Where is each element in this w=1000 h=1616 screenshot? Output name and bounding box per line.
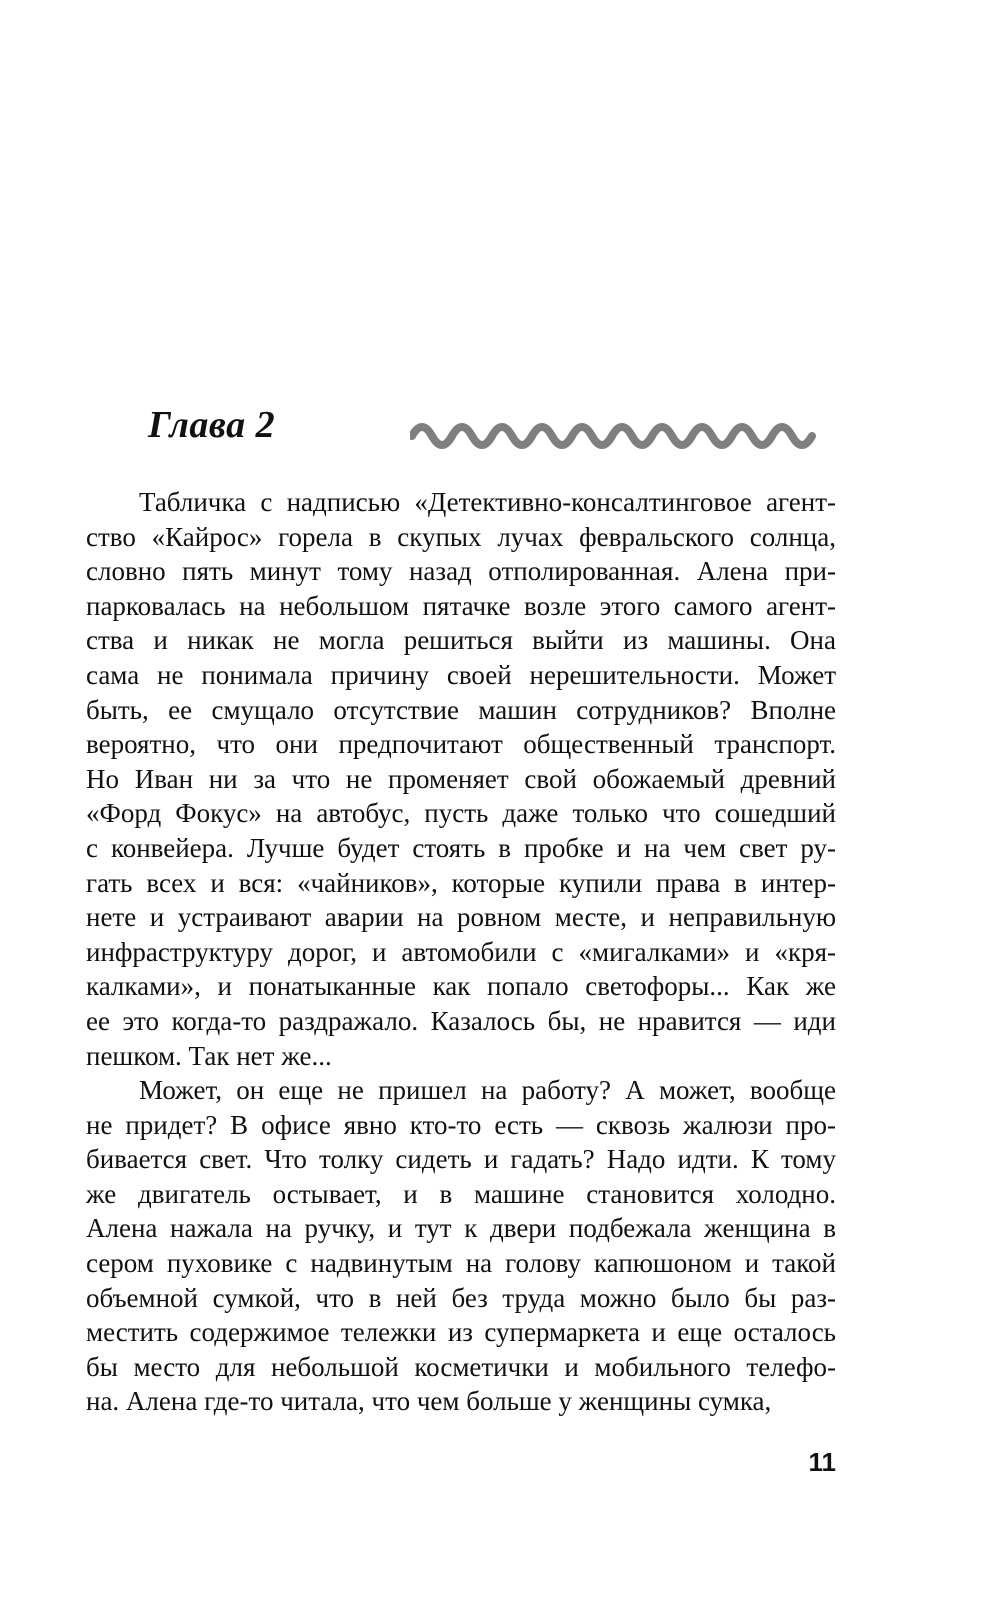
text-line: калками», и понатыканные как попало светофоры... Как же <box>86 971 836 1002</box>
text-line: сером пуховике с надвинутым на голову капюшоном и такой <box>86 1248 836 1279</box>
text-line: быть, ее смущало отсутствие машин сотрудников? Вполне <box>86 694 836 725</box>
text-line: Может, он еще не пришел на работу? А может, вообще <box>139 1075 836 1106</box>
text-line: пешком. Так нет же... <box>86 1040 332 1071</box>
text-line: ее это когда-то раздражало. Казалось бы, не нравится — иди <box>86 1005 836 1036</box>
text-line: Табличка с надписью «Детективно-консалтинговое агент- <box>139 487 836 517</box>
text-line: инфраструктуру дорог, и автомобили с «мигалками» и «кря- <box>86 936 836 967</box>
text-line: «Форд Фокус» на автобус, пусть даже только что сошедший <box>86 798 836 829</box>
wave-divider-decoration <box>410 414 818 450</box>
text-line: бы место для небольшой косметички и мобильного телефо- <box>86 1351 836 1382</box>
text-line: местить содержимое тележки из супермаркета и еще осталось <box>86 1317 836 1348</box>
text-line: бивается свет. Что толку сидеть и гадать? Надо идти. К тому <box>86 1144 836 1175</box>
text-line: нете и устраивают аварии на ровном месте, и неправильную <box>86 902 836 933</box>
page-number: 11 <box>808 1447 836 1477</box>
wave-path <box>412 427 812 445</box>
text-line: Но Иван ни за что не променяет свой обожаемый древний <box>86 763 836 794</box>
text-line: Алена нажала на ручку, и тут к двери подбежала женщина в <box>86 1213 836 1244</box>
text-line: гать всех и вся: «чайников», которые купили права в интер- <box>86 867 836 898</box>
text-line: же двигатель остывает, и в машине становится холодно. <box>86 1178 836 1209</box>
body-text <box>86 485 836 1419</box>
text-line: парковалась на небольшом пятачке возле этого самого агент- <box>86 590 836 621</box>
text-line: с конвейера. Лучше будет стоять в пробке и на чем свет ру- <box>86 832 836 863</box>
text-line: ство «Кайрос» горела в скупых лучах февральского солнца, <box>86 521 836 552</box>
text-line: объемной сумкой, что в ней без труда можно было бы раз- <box>86 1282 836 1313</box>
text-line: вероятно, что они предпочитают общественный транспорт. <box>86 729 836 760</box>
text-line: не придет? В офисе явно кто-то есть — сквозь жалюзи про- <box>86 1109 836 1140</box>
text-line: словно пять минут тому назад отполированная. Алена при- <box>86 556 836 587</box>
text-line: на. Алена где-то читала, что чем больше у женщины сумка, <box>86 1386 772 1417</box>
text-line: ства и никак не могла решиться выйти из машины. Она <box>86 625 836 656</box>
chapter-title: Глава 2 <box>148 404 276 446</box>
text-line: сама не понимала причину своей нерешительности. Может <box>86 659 836 690</box>
